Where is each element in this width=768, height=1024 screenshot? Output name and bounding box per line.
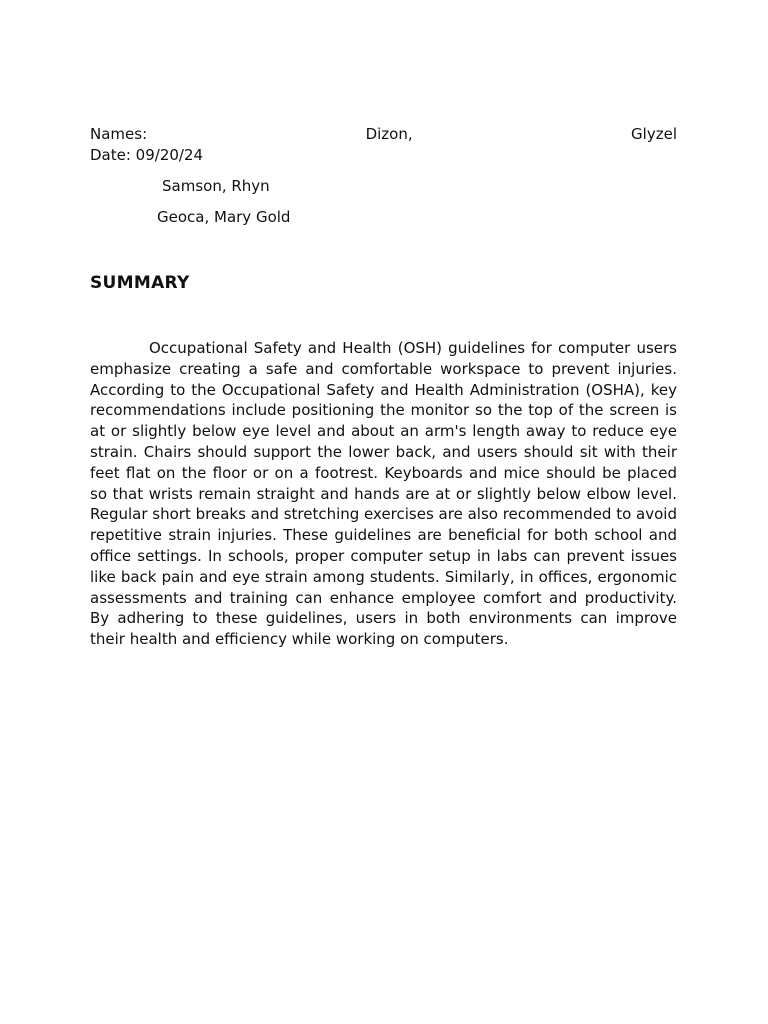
member-3-name: Geoca, Mary Gold xyxy=(157,208,291,226)
date-line: Date: 09/20/24 xyxy=(90,146,204,164)
section-heading: SUMMARY xyxy=(90,273,190,293)
member-2-name: Samson, Rhyn xyxy=(162,177,270,195)
names-line xyxy=(90,124,677,144)
names-label: Names: xyxy=(90,125,148,143)
member-1-surname: Dizon, xyxy=(365,125,413,143)
member-1-given-name: Glyzel xyxy=(631,125,677,143)
summary-paragraph: Occupational Safety and Health (OSH) guidelines for computer users emphasize creating a safe and comfortable workspace to prevent injuries. According to the Occupational Safety and Health Administration (OSHA), key recommendations include positioning the monitor so the top of the screen is at or slightly below eye level and about an arm's length away to reduce eye strain. Chairs should support the lower back, and users should sit with their feet flat on the floor or on a footrest. Keyboards and mice should be placed so that wrists remain straight and hands are at or slightly below elbow level. Regular short breaks and stretching exercises are also recommended to avoid repetitive strain injuries. These guidelines are beneficial for both school and office settings. In schools, proper computer setup in labs can prevent issues like back pain and eye strain among students. Similarly, in offices, ergonomic assessments and training can enhance employee comfort and productivity. By adhering to these guidelines, users in both environments can improve their health and efficiency while working on computers. xyxy=(90,339,677,649)
